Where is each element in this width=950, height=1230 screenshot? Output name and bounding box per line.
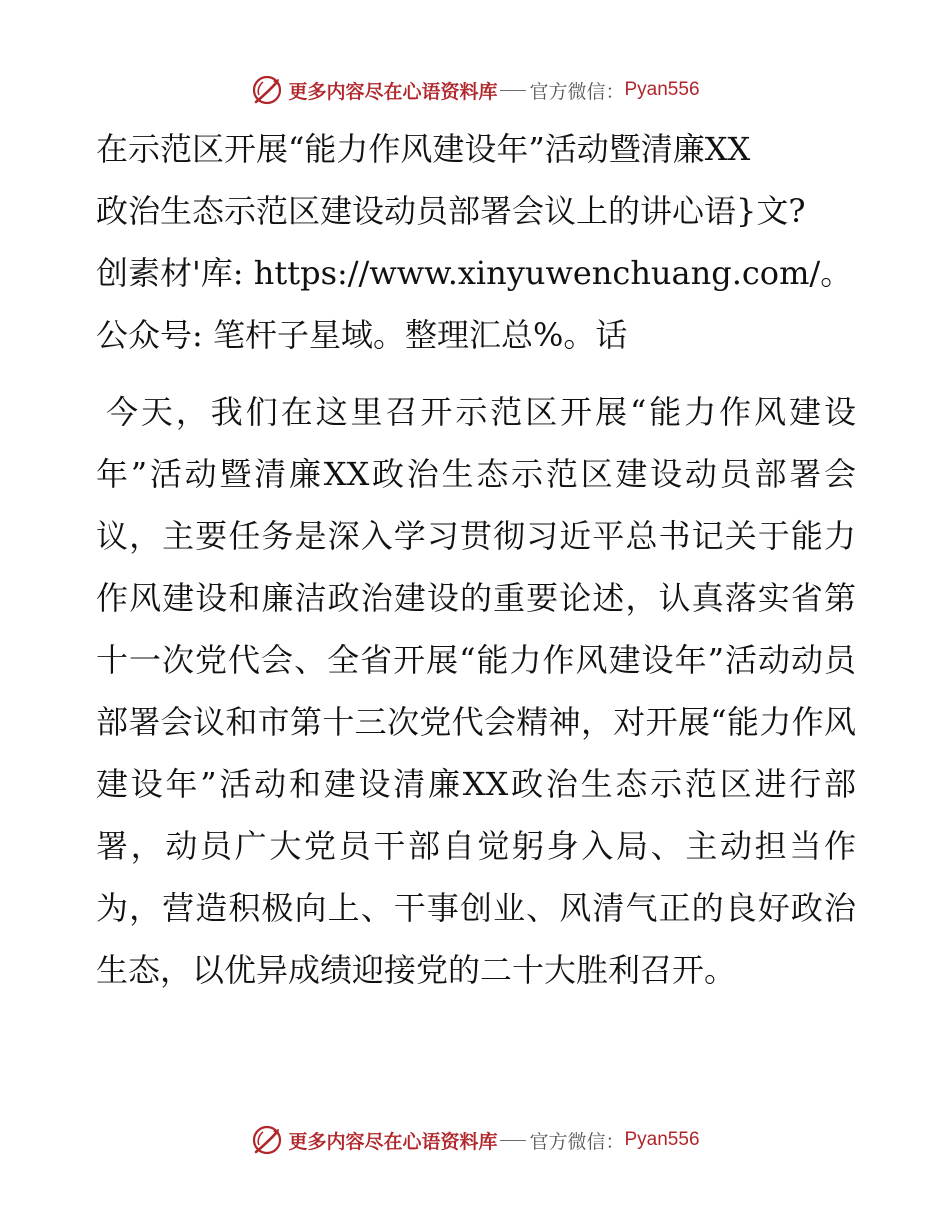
pen-logo-icon — [250, 1123, 284, 1157]
header-banner — [0, 70, 950, 110]
document-body — [96, 118, 856, 1001]
title-line: 政治生态示范区建设动员部署会议上的讲心语}文? — [96, 192, 806, 230]
footer-slogan: 更多内容尽在心语资料库 — [288, 1130, 498, 1153]
footer-dash — [500, 1140, 526, 1141]
body-paragraph: 今天，我们在这里召开示范区开展“能力作风建设年”活动暨清廉XX政治生态示范区建设动员部署会议，主要任务是深入学习贯彻习近平总书记关于能力作风建设和廉洁政治建设的重要论述，认真落实省第十一次党代会、全省开展“能力作风建设年”活动动员部署会议和市第十三次党代会精神，对开展“能力作风建设年”活动和建设清廉XX政治生态示范区进行部署，动员广大党员干部自觉躬身入局、主动担当作为，营造积极向上、干事创业、风清气正的良好政治生态，以优异成绩迎接党的二十大胜利召开。 — [96, 393, 856, 989]
title-line: 在示范区开展“能力作风建设年”活动暨清廉XX — [96, 130, 751, 168]
document-title — [96, 118, 856, 366]
footer-banner — [0, 1120, 950, 1160]
title-line: 公众号: 笔杆子星域。整理汇总%。话 — [96, 316, 628, 354]
header-wechat-id: Pyan556 — [624, 79, 700, 100]
pen-logo-icon — [250, 73, 284, 107]
footer-wechat-label: 官方微信： — [529, 1130, 625, 1153]
header-wechat-label: 官方微信： — [529, 80, 625, 103]
header-dash — [500, 90, 526, 91]
header-slogan: 更多内容尽在心语资料库 — [288, 80, 498, 103]
footer-wechat-id: Pyan556 — [624, 1129, 700, 1150]
title-line: 创素材'库: https://www.xinyuwenchuang.com/。 — [96, 254, 853, 292]
